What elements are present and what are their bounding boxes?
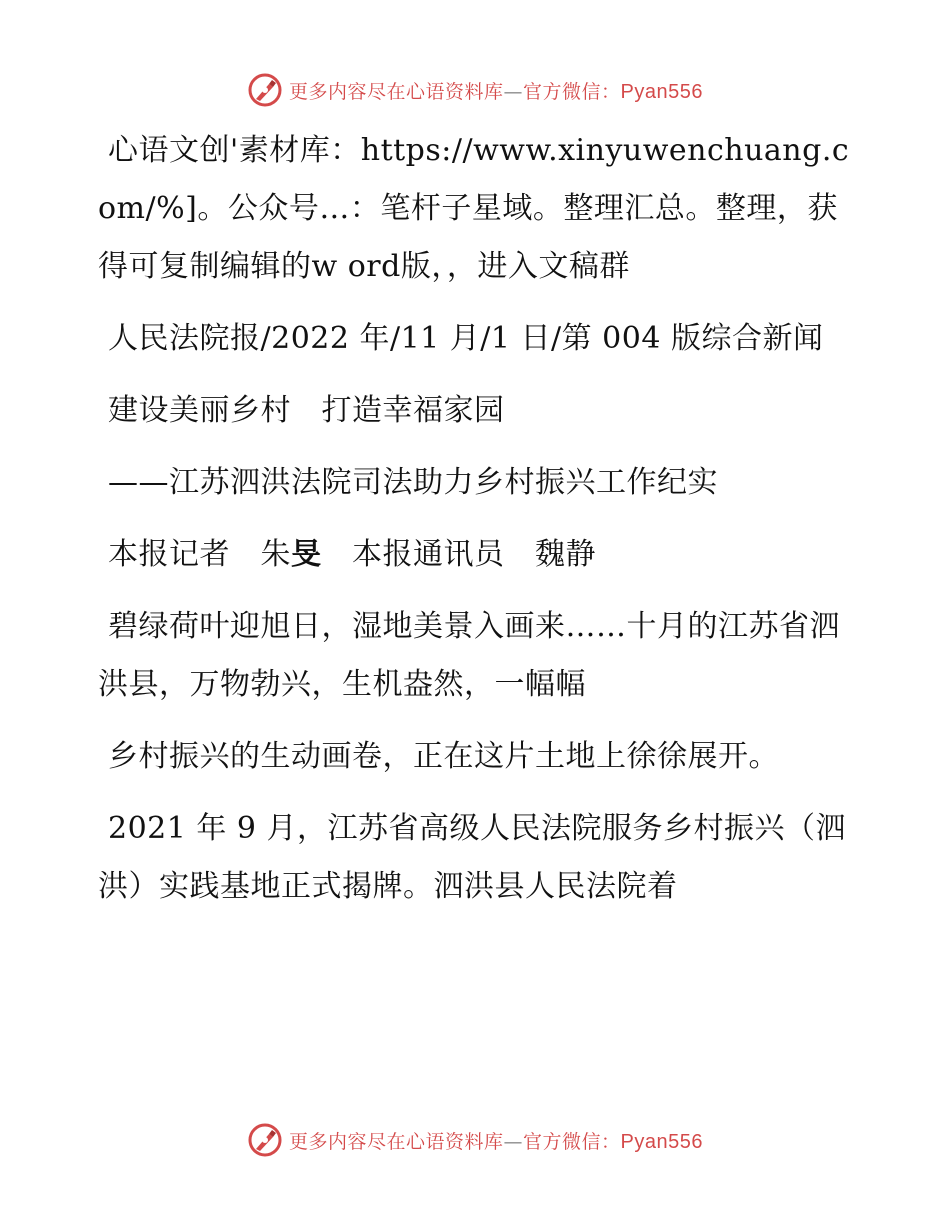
footer-watermark-banner [0, 1120, 950, 1160]
watermark-separator: — [503, 80, 524, 103]
body-paragraph-2: 乡村振兴的生动画卷，正在这片土地上徐徐展开。 [108, 739, 779, 774]
watermark-label: 官方微信： [523, 80, 621, 103]
body-paragraph-3: 2021 年 9 月，江苏省高级人民法院服务乡村振兴（泗洪）实践基地正式揭牌。泗洪县人民法院着 [98, 811, 847, 904]
watermark-separator: — [503, 1130, 524, 1153]
watermark-handle: Pyan556 [620, 1130, 703, 1153]
header-watermark-banner [0, 70, 950, 110]
pen-logo-icon [247, 72, 283, 108]
byline-reporter-char: 旻 [291, 537, 322, 572]
article-title: 建设美丽乡村 打造幸福家园 [108, 393, 505, 428]
watermark-handle: Pyan556 [620, 80, 703, 103]
watermark-label: 官方微信： [523, 1130, 621, 1153]
document-body [98, 122, 858, 930]
byline [98, 526, 858, 584]
watermark-text [289, 1127, 703, 1154]
source-line: 人民法院报/2022 年/11 月/1 日/第 004 版综合新闻 [108, 321, 824, 356]
byline-reporter: 本报记者 朱 [108, 537, 291, 572]
watermark-text [289, 77, 703, 104]
article-subtitle: ——江苏泗洪法院司法助力乡村振兴工作纪实 [108, 465, 718, 500]
body-paragraph-1: 碧绿荷叶迎旭日，湿地美景入画来……十月的江苏省泗洪县，万物勃兴，生机盎然，一幅幅 [98, 609, 840, 702]
pen-logo-icon [247, 1122, 283, 1158]
watermark-main: 更多内容尽在心语资料库 [289, 1130, 504, 1153]
intro-paragraph: 心语文创'素材库：https://www.xinyuwenchuang.com/%]。公众号…：笔杆子星域。整理汇总。整理，获得可复制编辑的w ord版，，进入文稿群 [98, 133, 850, 284]
watermark-main: 更多内容尽在心语资料库 [289, 80, 504, 103]
byline-correspondent: 本报通讯员 魏静 [321, 537, 596, 572]
